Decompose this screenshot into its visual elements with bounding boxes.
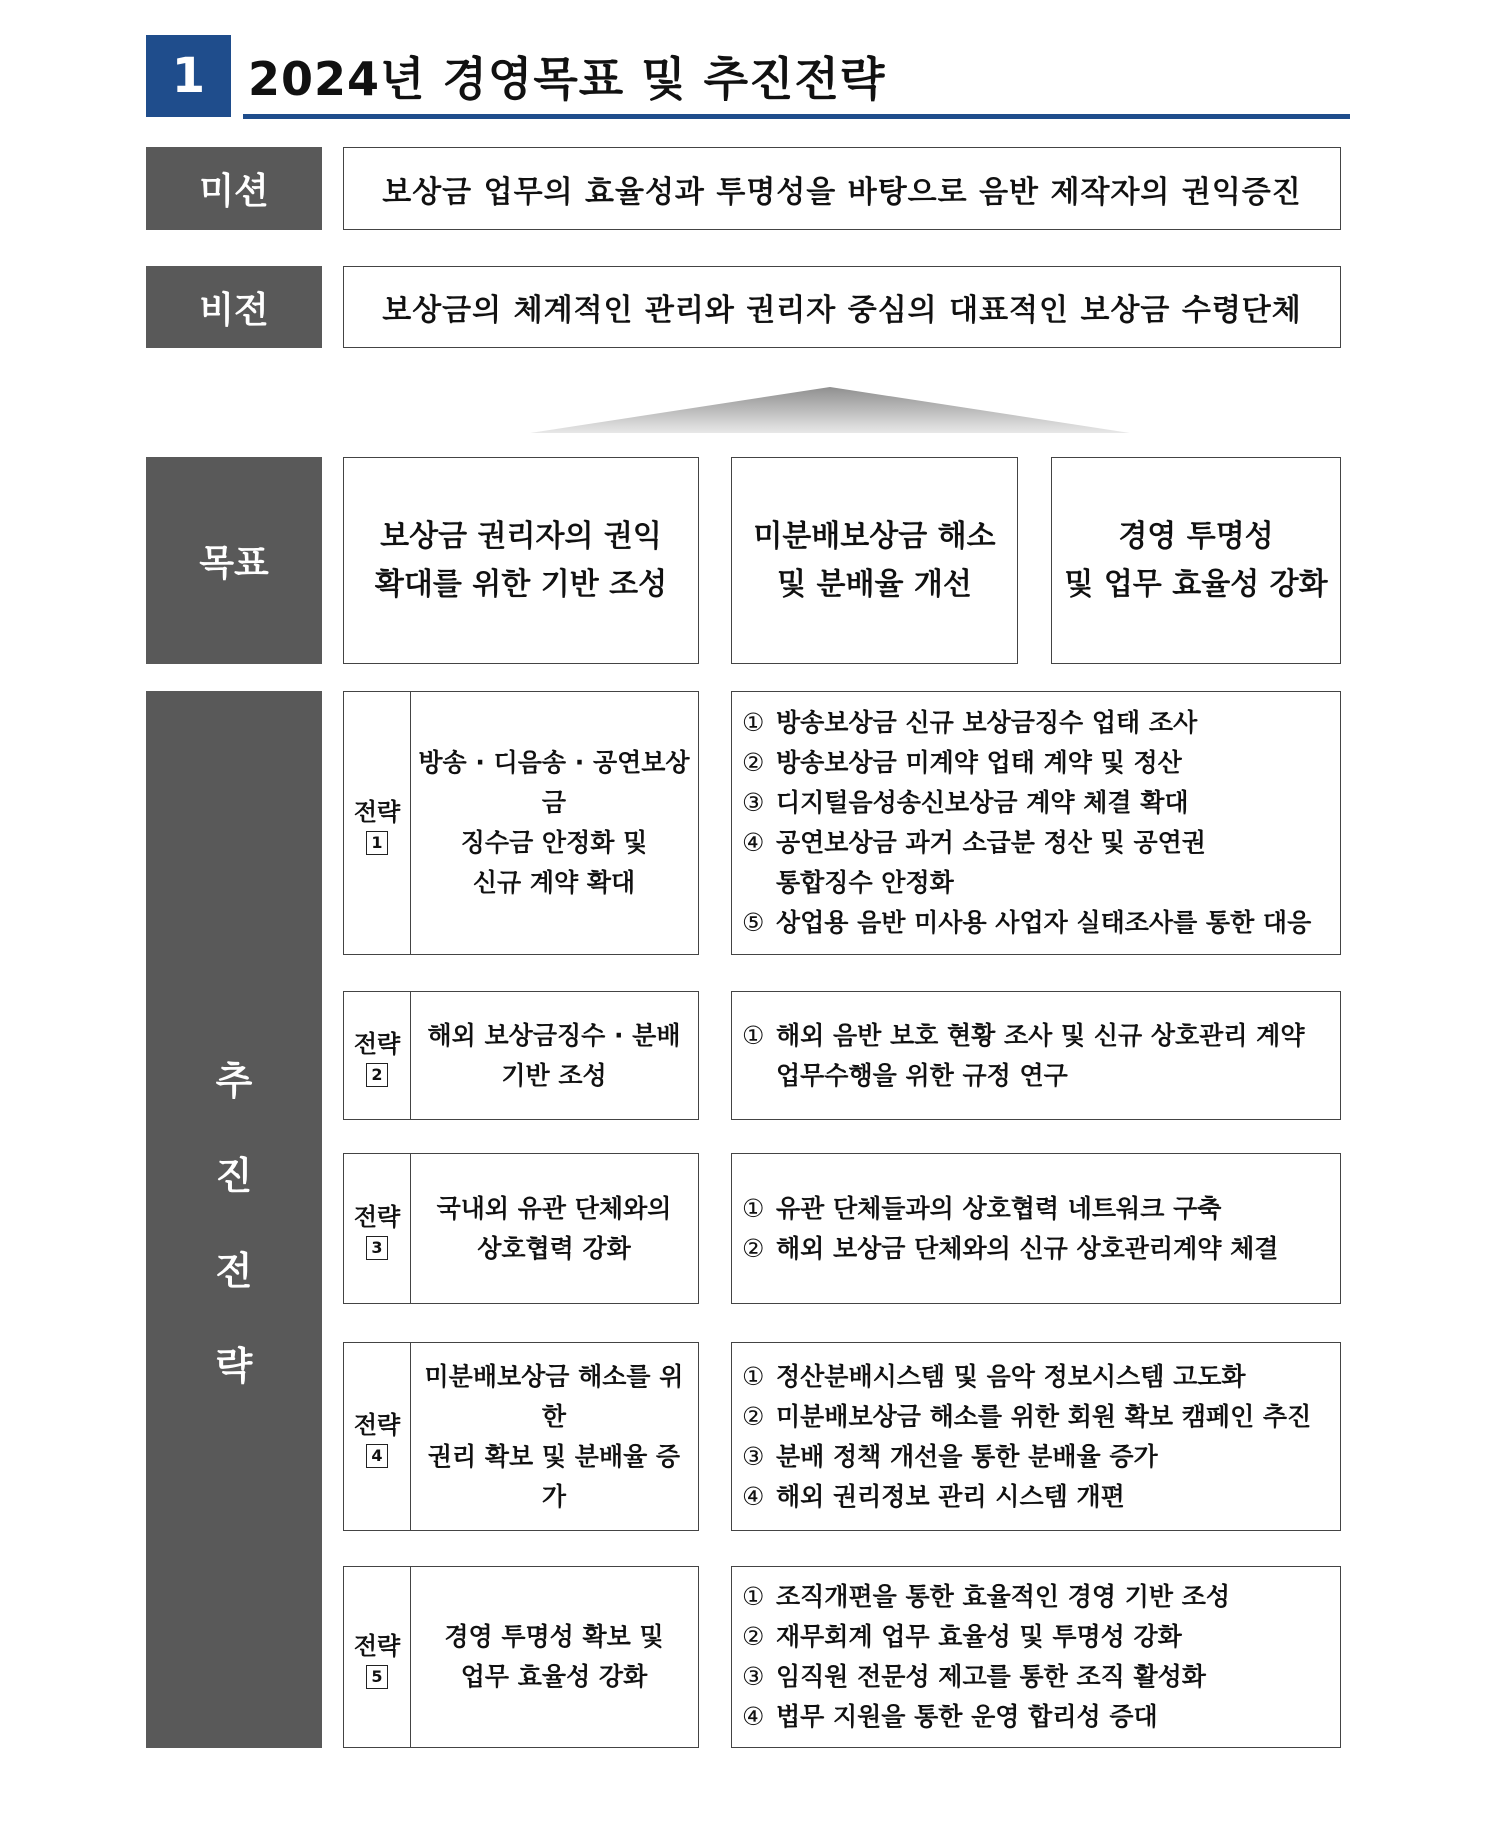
item-marker [742,863,776,903]
strategy-5-tag-label: 전략 [353,1631,401,1660]
vision-text: 보상금의 체계적인 관리와 권리자 중심의 대표적인 보상금 수령단체 [382,293,1302,328]
item-marker: ② [742,1233,765,1263]
strategy-3-box [343,1153,699,1304]
strategy-3-name-line-1: 국내외 유관 단체와의 [436,1193,672,1223]
strategy-4-number: 4 [366,1444,388,1468]
mission-label: 미션 [146,147,322,230]
section-number: 1 [146,35,231,117]
strategy-section-label [146,691,322,1748]
strategy-1-tag-label: 전략 [353,797,401,826]
item-text: 업무수행을 위한 규정 연구 [776,1060,1068,1090]
strategy-1-name-line-2: 징수금 안정화 및 [460,828,648,857]
strategy-4-tag-label: 전략 [353,1411,401,1439]
item-marker: ① [742,1020,765,1050]
strategy-5-tag [344,1567,411,1747]
list-item [742,1397,1340,1437]
vision-box [343,266,1341,348]
mission-box [343,147,1341,230]
goal-2-line-1: 미분배보상금 해소 [753,518,996,554]
strategy-4-box [343,1342,699,1531]
strategy-2-name-line-1: 해외 보상금징수 · 분배 [427,1020,681,1050]
strategy-3-items [731,1153,1341,1304]
strategy-char-4: 략 [215,1343,253,1388]
strategy-3-tag [344,1154,411,1303]
section-title: 2024년 경영목표 및 추진전략 [248,52,886,106]
strategy-5-name-line-1: 경영 투명성 확보 및 [444,1622,664,1651]
item-text: 미분배보상금 해소를 위한 회원 확보 캠페인 추진 [776,1401,1312,1431]
strategy-2-number: 2 [366,1063,388,1087]
strategy-4-tag [344,1343,411,1530]
item-marker: ④ [742,1481,765,1511]
item-marker: ⑤ [742,908,765,937]
strategy-2-items [731,991,1341,1120]
strategy-4-items [731,1342,1341,1531]
list-item [742,1617,1340,1657]
item-marker: ④ [742,1702,765,1731]
strategy-char-2: 진 [215,1153,253,1198]
item-marker [742,1056,776,1096]
item-text: 임직원 전문성 제고를 통한 조직 활성화 [776,1662,1206,1691]
item-text: 유관 단체들과의 상호협력 네트워크 구축 [776,1193,1222,1223]
strategy-3-tag-label: 전략 [353,1203,401,1231]
list-item [742,1016,1340,1056]
strategy-1-tag [344,692,411,954]
strategy-char-1: 추 [215,1058,253,1103]
strategy-3-name-line-2: 상호협력 강화 [477,1233,631,1263]
goal-box-1 [343,457,699,664]
item-marker: ① [742,1582,765,1611]
strategy-5-items [731,1566,1341,1748]
strategy-1-name-line-1: 방송 · 디음송 · 공연보상금 [418,748,690,817]
goal-1-line-1: 보상금 권리자의 권익 [380,518,662,554]
item-text: 공연보상금 과거 소급분 정산 및 공연권 [776,828,1206,857]
strategy-2-name [410,992,698,1119]
strategy-1-name-line-3: 신규 계약 확대 [472,868,636,897]
strategy-4-name-line-1: 미분배보상금 해소를 위한 [424,1361,684,1431]
item-text: 조직개편을 통한 효율적인 경영 기반 조성 [776,1582,1231,1611]
strategy-2-name-line-2: 기반 조성 [501,1060,607,1090]
strategy-5-name [410,1567,698,1747]
item-text: 통합징수 안정화 [776,868,954,897]
item-marker: ③ [742,1441,765,1471]
item-text: 해외 음반 보호 현황 조사 및 신규 상호관리 계약 [776,1020,1305,1050]
goal-1-line-2: 확대를 위한 기반 조성 [374,566,668,602]
strategy-4-name-line-2: 권리 확보 및 분배율 증가 [427,1441,681,1511]
list-item [742,783,1340,823]
strategy-2-tag [344,992,411,1119]
strategy-2-box [343,991,699,1120]
strategy-1-items [731,691,1341,955]
goals-label: 목표 [146,457,322,664]
item-text: 방송보상금 신규 보상금징수 업태 조사 [776,708,1198,737]
item-marker: ② [742,748,765,777]
strategy-1-name [410,692,698,954]
strategy-2-tag-label: 전략 [353,1030,401,1058]
title-underline [243,114,1350,119]
item-text: 방송보상금 미계약 업태 계약 및 정산 [776,748,1182,777]
item-marker: ① [742,1193,765,1223]
list-item [742,1056,1340,1096]
wedge-divider [530,385,1130,435]
goal-box-2 [731,457,1018,664]
item-marker: ① [742,708,765,737]
item-marker: ③ [742,788,765,817]
list-item [742,1697,1340,1737]
strategy-1-box [343,691,699,955]
list-item [742,903,1340,943]
item-text: 법무 지원을 통한 운영 합리성 증대 [776,1702,1158,1731]
strategy-5-number: 5 [366,1665,388,1689]
goal-3-line-2: 및 업무 효율성 강화 [1064,566,1328,602]
item-marker: ② [742,1401,765,1431]
list-item [742,863,1340,903]
list-item [742,1229,1340,1269]
strategy-char-3: 전 [215,1248,253,1293]
strategy-3-number: 3 [366,1236,388,1260]
strategy-5-name-line-2: 업무 효율성 강화 [460,1662,648,1691]
list-item [742,1577,1340,1617]
item-marker: ③ [742,1662,765,1691]
goal-3-line-1: 경영 투명성 [1118,518,1274,554]
list-item [742,743,1340,783]
item-text: 분배 정책 개선을 통한 분배율 증가 [776,1441,1158,1471]
list-item [742,1437,1340,1477]
item-text: 정산분배시스템 및 음악 정보시스템 고도화 [776,1361,1246,1391]
item-marker: ④ [742,828,765,857]
vision-label: 비전 [146,266,322,348]
item-marker: ① [742,1361,765,1391]
list-item [742,823,1340,863]
list-item [742,1657,1340,1697]
list-item [742,1357,1340,1397]
list-item [742,1189,1340,1229]
strategy-5-box [343,1566,699,1748]
mission-text: 보상금 업무의 효율성과 투명성을 바탕으로 음반 제작자의 권익증진 [382,174,1302,210]
strategy-4-name [410,1343,698,1530]
item-text: 재무회계 업무 효율성 및 투명성 강화 [776,1622,1182,1651]
item-text: 상업용 음반 미사용 사업자 실태조사를 통한 대응 [776,908,1312,937]
strategy-3-name [410,1154,698,1303]
strategy-1-number: 1 [366,831,388,855]
list-item [742,703,1340,743]
item-text: 해외 권리정보 관리 시스템 개편 [776,1481,1125,1511]
goal-box-3 [1051,457,1341,664]
item-marker: ② [742,1622,765,1651]
item-text: 해외 보상금 단체와의 신규 상호관리계약 체결 [776,1233,1279,1263]
item-text: 디지털음성송신보상금 계약 체결 확대 [776,788,1189,817]
list-item [742,1477,1340,1517]
goal-2-line-2: 및 분배율 개선 [777,566,972,602]
